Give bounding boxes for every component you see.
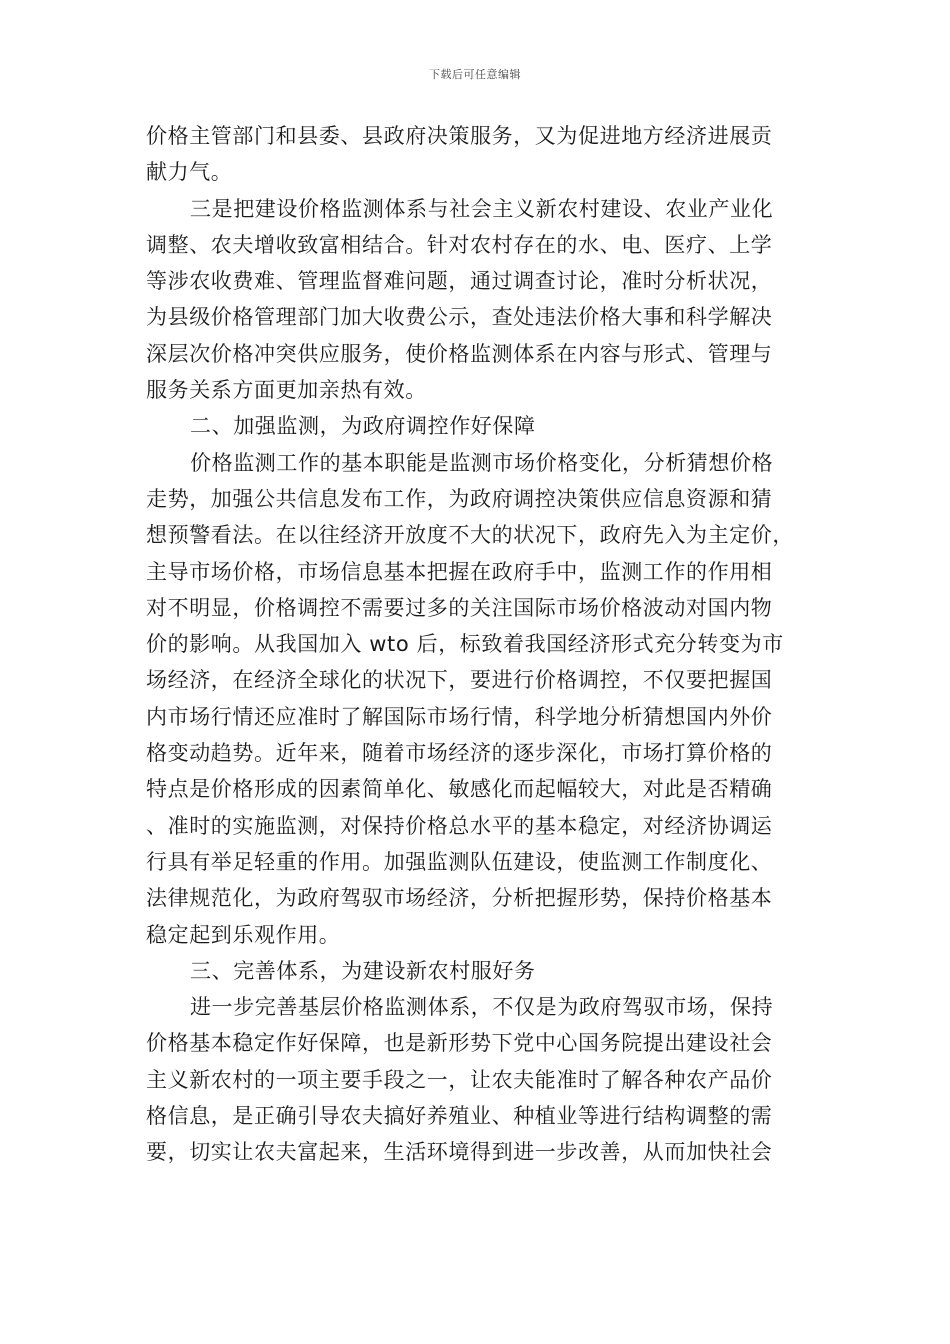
text-line: 三是把建设价格监测体系与社会主义新农村建设、农业产业化 <box>190 196 774 221</box>
text-line: 走势，加强公共信息发布工作，为政府调控决策供应信息资源和猜 <box>146 486 773 511</box>
text-line: 等涉农收费难、管理监督难问题，通过调查讨论，准时分析状况， <box>146 269 773 294</box>
text-line: 主义新农村的一项主要手段之一，让农夫能准时了解各种农产品价 <box>146 1067 773 1092</box>
text-line: 深层次价格冲突供应服务，使价格监测体系在内容与形式、管理与 <box>146 341 773 366</box>
text-line: 为县级价格管理部门加大收费公示，查处违法价格大事和科学解决 <box>146 305 773 330</box>
text-line: 调整、农夫增收致富相结合。针对农村存在的水、电、医疗、上学 <box>146 232 773 257</box>
text-line: 法律规范化，为政府驾驭市场经济，分析把握形势，保持价格基本 <box>146 886 773 911</box>
text-line: 想预警看法。在以往经济开放度不大的状况下，政府先入为主定价， <box>146 523 794 548</box>
header-note: 下载后可任意编辑 <box>429 68 521 81</box>
text-line: 进一步完善基层价格监测体系，不仅是为政府驾驭市场，保持 <box>190 995 774 1020</box>
text-line: 价的影响。从我国加入 wto 后，标致着我国经济形式充分转变为市 <box>146 632 784 657</box>
text-line: 场经济，在经济全球化的状况下，要进行价格调控，不仅要把握国 <box>146 668 773 693</box>
text-line: 内市场行情还应准时了解国际市场行情，科学地分析猜想国内外价 <box>146 704 773 729</box>
text-line: 二、加强监测，为政府调控作好保障 <box>190 414 536 439</box>
text-line: 、准时的实施监测，对保持价格总水平的基本稳定，对经济协调运 <box>146 813 773 838</box>
text-line: 献力气。 <box>146 160 233 185</box>
text-line: 价格主管部门和县委、县政府决策服务，又为促进地方经济进展贡 <box>146 124 773 148</box>
text-line: 行具有举足轻重的作用。加强监测队伍建设，使监测工作制度化、 <box>146 849 773 874</box>
text-line: 要，切实让农夫富起来，生活环境得到进一步改善，从而加快社会 <box>146 1140 773 1165</box>
text-line: 主导市场价格，市场信息基本把握在政府手中，监测工作的作用相 <box>146 559 773 584</box>
body-text <box>146 118 818 1171</box>
text-line: 价格监测工作的基本职能是监测市场价格变化，分析猜想价格 <box>190 450 774 475</box>
text-line: 对不明显，价格调控不需要过多的关注国际市场价格波动对国内物 <box>146 595 773 620</box>
text-line: 服务关系方面更加亲热有效。 <box>146 378 427 403</box>
text-line: 价格基本稳定作好保障，也是新形势下党中心国务院提出建设社会 <box>146 1031 773 1056</box>
text-line: 三、完善体系，为建设新农村服好务 <box>190 958 536 983</box>
text-line: 格信息，是正确引导农夫搞好养殖业、种植业等进行结构调整的需 <box>146 1104 773 1129</box>
text-line: 特点是价格形成的因素简单化、敏感化而起幅较大，对此是否精确 <box>146 777 773 802</box>
text-line: 稳定起到乐观作用。 <box>146 922 341 947</box>
text-line: 格变动趋势。近年来，随着市场经济的逐步深化，市场打算价格的 <box>146 741 773 766</box>
